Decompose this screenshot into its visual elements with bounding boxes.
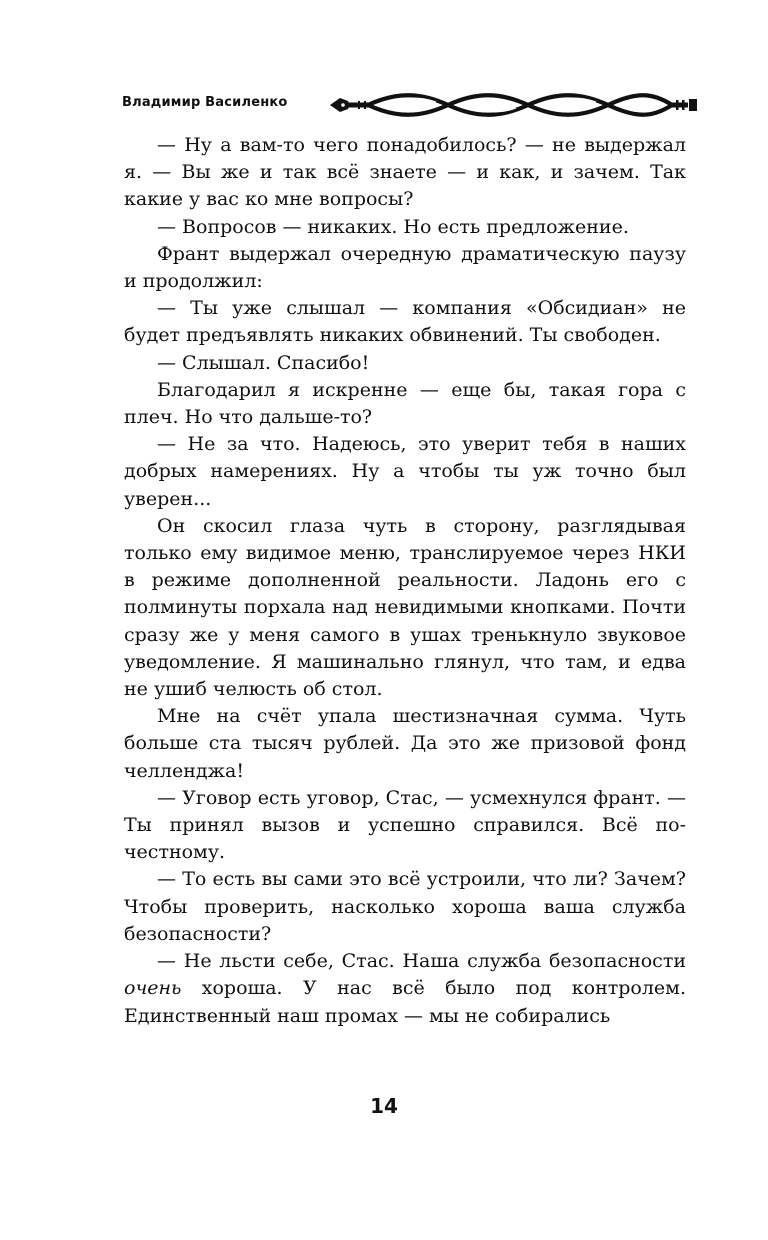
- running-head: [122, 93, 700, 119]
- body-text: [124, 132, 686, 1030]
- paragraph-with-emphasis: [124, 948, 686, 1030]
- running-head-author: Владимир Василенко: [122, 95, 288, 110]
- paragraph: — То есть вы сами это всё устроили, что ли? Зачем? Чтобы проверить, насколько хороша ваша служба безопасности?: [124, 868, 686, 945]
- paragraph: — Вопросов — никаких. Но есть предложение.: [157, 215, 629, 238]
- emphasized-word: очень: [124, 977, 182, 1000]
- page-number: 14: [370, 1094, 398, 1118]
- paragraph: Мне на счёт упала шестизначная сумма. Чуть больше ста тысяч рублей. Да это же призовой фонд челленджа!: [124, 705, 686, 782]
- paragraph: — Слышал. Спасибо!: [157, 351, 370, 374]
- paragraph: — Не за что. Надеюсь, это уверит тебя в наших добрых намерениях. Ну а чтобы ты уж точно был уверен...: [124, 433, 686, 510]
- braided-rule-ornament-icon: [328, 93, 700, 117]
- paragraph: — Ты уже слышал — компания «Обсидиан» не будет предъявлять никаких обвинений. Ты свободен.: [124, 297, 686, 347]
- paragraph: — Ну а вам-то чего понадобилось? — не выдержал я. — Вы же и так всё знаете — и как, и зачем. Так какие у вас ко мне вопросы?: [124, 134, 686, 211]
- paragraph: — Уговор есть уговор, Стас, — усмехнулся франт. — Ты принял вызов и успешно справился. Всё по-честному.: [124, 786, 686, 864]
- text-span: — Не льсти себе, Стас. Наша служба безопасности: [157, 950, 686, 973]
- paragraph: Франт выдержал очередную драматическую паузу и продолжил:: [124, 242, 686, 293]
- text-span: хороша. У нас всё было под контролем. Единственный наш промах — мы не собирались: [124, 977, 686, 1027]
- paragraph: Благодарил я искренне — еще бы, такая гора с плеч. Но что дальше-то?: [124, 378, 686, 429]
- paragraph: Он скосил глаза чуть в сторону, разглядывая только ему видимое меню, транслируемое через НКИ в режиме дополненной реальности. Ладонь его с полминуты порхала над невидимыми кнопками. Почти сразу же у меня самого в ушах тренькнуло звуковое уведомление. Я машинально глянул, что там, и едва не ушиб челюсть об стол.: [124, 514, 686, 701]
